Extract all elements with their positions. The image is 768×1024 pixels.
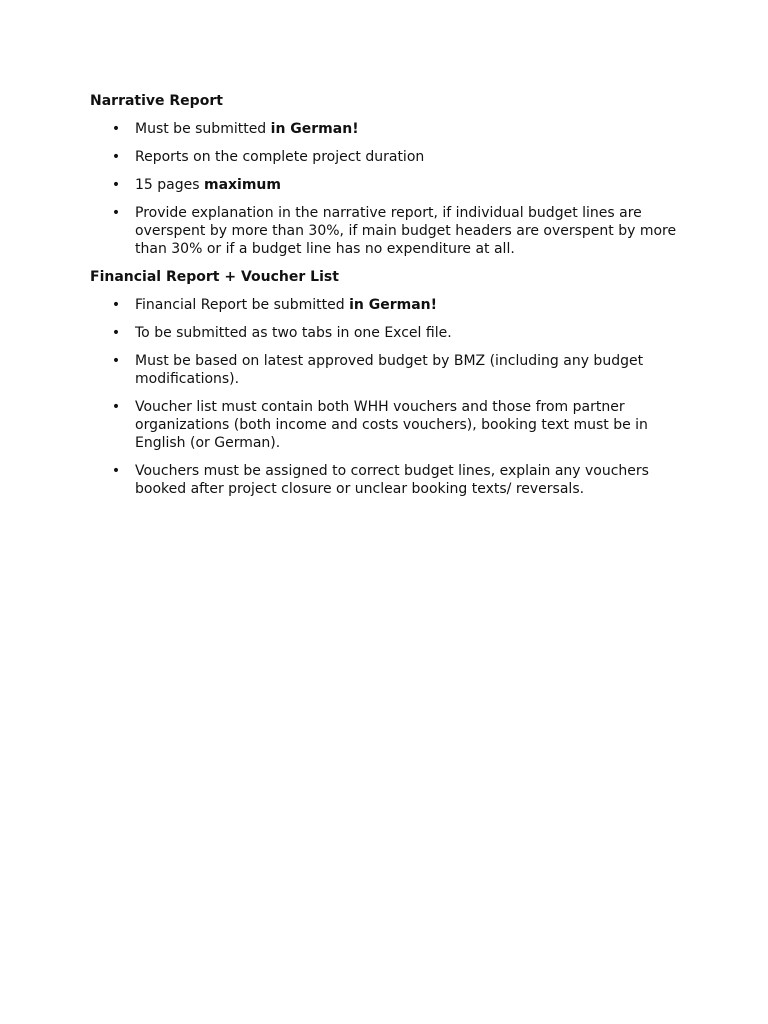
bullet-icon: • xyxy=(111,325,121,341)
bullet-icon: • xyxy=(111,177,121,193)
list-item-text: Financial Report be submitted xyxy=(135,297,350,313)
document-content xyxy=(90,92,680,508)
list-item-text: Vouchers must be assigned to correct budget lines, explain any vouchers booked after project closure or unclear booking texts/ reversals. xyxy=(135,463,649,497)
list-item-text: 15 pages xyxy=(135,177,204,193)
bullet-icon: • xyxy=(111,399,121,415)
list-item xyxy=(90,352,680,388)
bullet-icon: • xyxy=(111,297,121,313)
bullet-icon: • xyxy=(111,121,121,137)
list-item-text: Reports on the complete project duration xyxy=(135,149,425,165)
list-item-text: Provide explanation in the narrative report, if individual budget lines are overspent by more than 30%, if main budget headers are overspent by more than 30% or if a budget line has no expenditure at all. xyxy=(135,205,677,257)
list-item xyxy=(90,204,680,258)
list-item xyxy=(90,296,680,314)
financial-report-list xyxy=(90,296,680,498)
list-item-emphasis: in German! xyxy=(270,121,359,137)
section-title-financial-report: Financial Report + Voucher List xyxy=(90,269,339,285)
list-item xyxy=(90,324,680,342)
list-item-emphasis: in German! xyxy=(349,297,437,313)
bullet-icon: • xyxy=(111,463,121,479)
narrative-report-list xyxy=(90,120,680,258)
section-title-narrative-report: Narrative Report xyxy=(90,93,223,109)
list-item-text: Must be submitted xyxy=(135,121,271,137)
list-item xyxy=(90,398,680,452)
bullet-icon: • xyxy=(111,205,121,221)
list-item-text: To be submitted as two tabs in one Excel file. xyxy=(135,325,452,341)
list-item xyxy=(90,176,680,194)
list-item xyxy=(90,148,680,166)
list-item-emphasis: maximum xyxy=(203,177,281,193)
bullet-icon: • xyxy=(111,353,121,369)
list-item-text: Voucher list must contain both WHH vouchers and those from partner organizations (both income and costs vouchers), booking text must be in English (or German). xyxy=(135,399,648,451)
bullet-icon: • xyxy=(111,149,121,165)
list-item-text: Must be based on latest approved budget by BMZ (including any budget modifications). xyxy=(135,353,644,387)
list-item xyxy=(90,120,680,138)
list-item xyxy=(90,462,680,498)
